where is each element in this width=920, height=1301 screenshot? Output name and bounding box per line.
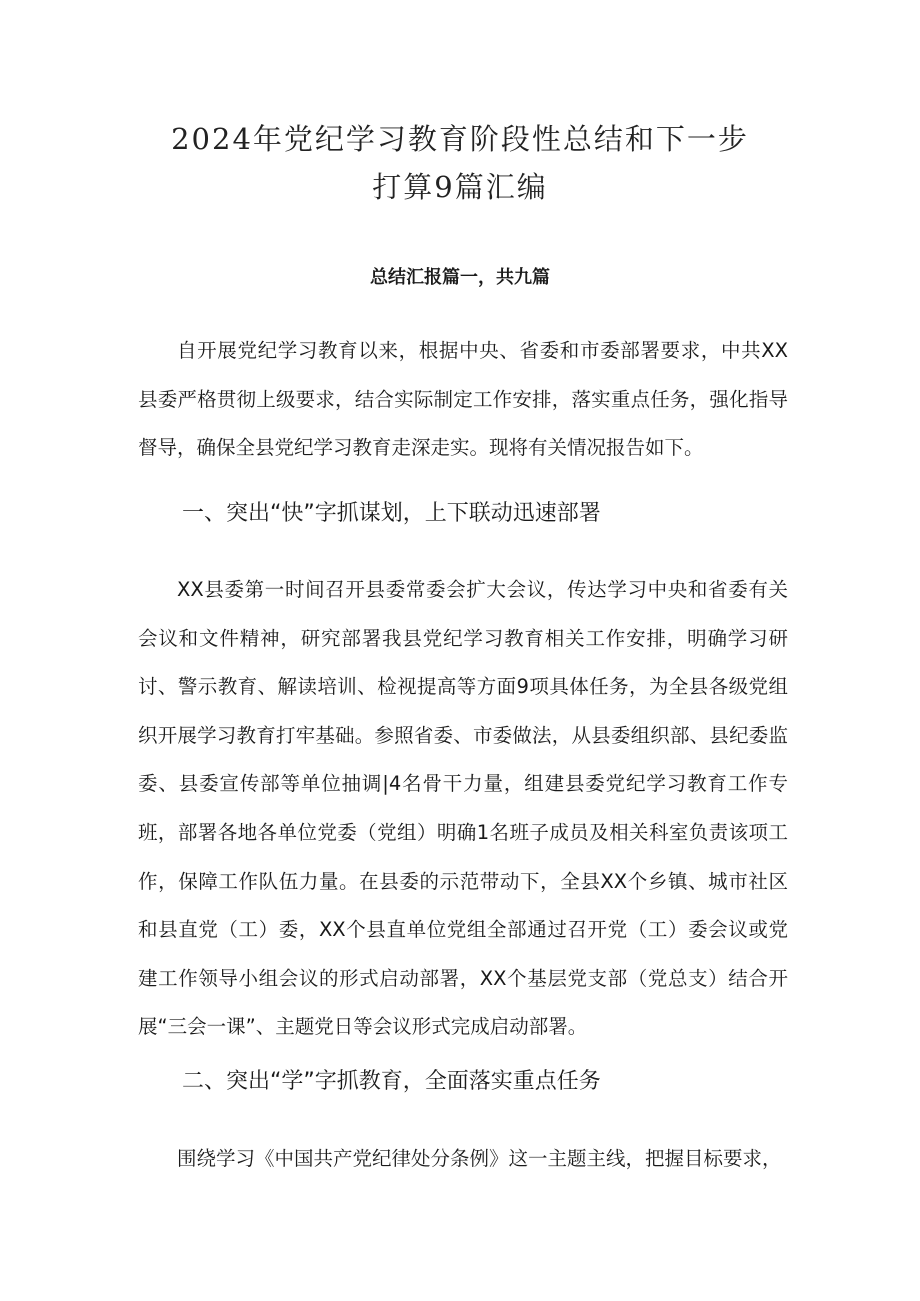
section2-heading: 二、突出“学”字抓教育，全面落实重点任务: [182, 1069, 601, 1094]
section2-paragraph: 围绕学习《中国共产党纪律处分条例》这一主题主线，把握目标要求，: [177, 1147, 782, 1170]
document-subtitle: 总结汇报篇一，共九篇: [370, 267, 550, 288]
document-title-line2: 打算9篇汇编: [372, 170, 548, 204]
section1-paragraph: XX县委第一时间召开县委常委会扩大会议，传达学习中央和省委有关会议和文件精神，研究部署我县党纪学习教育相关工作安排，明确学习研讨、警示教育、解读培训、检视提高等方面9项具体任务，为全县各级党组织开展学习教育打牢基础。参照省委、市委做法，从县委组织部、县纪委监委、县委宣传部等单位抽调|4名骨干力量，组建县委党纪学习教育工作专班，部署各地各单位党委（党组）明确1名班子成员及相关科室负责该项工作，保障工作队伍力量。在县委的示范带动下，全县XX个乡镇、城市社区和县直党（工）委，XX个县直单位党组全部通过召开党（工）委会议或党建工作领导小组会议的形式启动部署，XX个基层党支部（党总支）结合开展“三会一课”、主题党日等会议形式完成启动部署。: [138, 578, 788, 1039]
section1-heading: 一、突出“快”字抓谋划，上下联动迅速部署: [182, 501, 601, 526]
intro-paragraph: 自开展党纪学习教育以来，根据中央、省委和市委部署要求，中共XX县委严格贯彻上级要求，结合实际制定工作安排，落实重点任务，强化指导督导，确保全县党纪学习教育走深走实。现将有关情况报告如下。: [138, 339, 788, 460]
document-title-line1: 2024年党纪学习教育阶段性总结和下一步: [171, 122, 749, 156]
